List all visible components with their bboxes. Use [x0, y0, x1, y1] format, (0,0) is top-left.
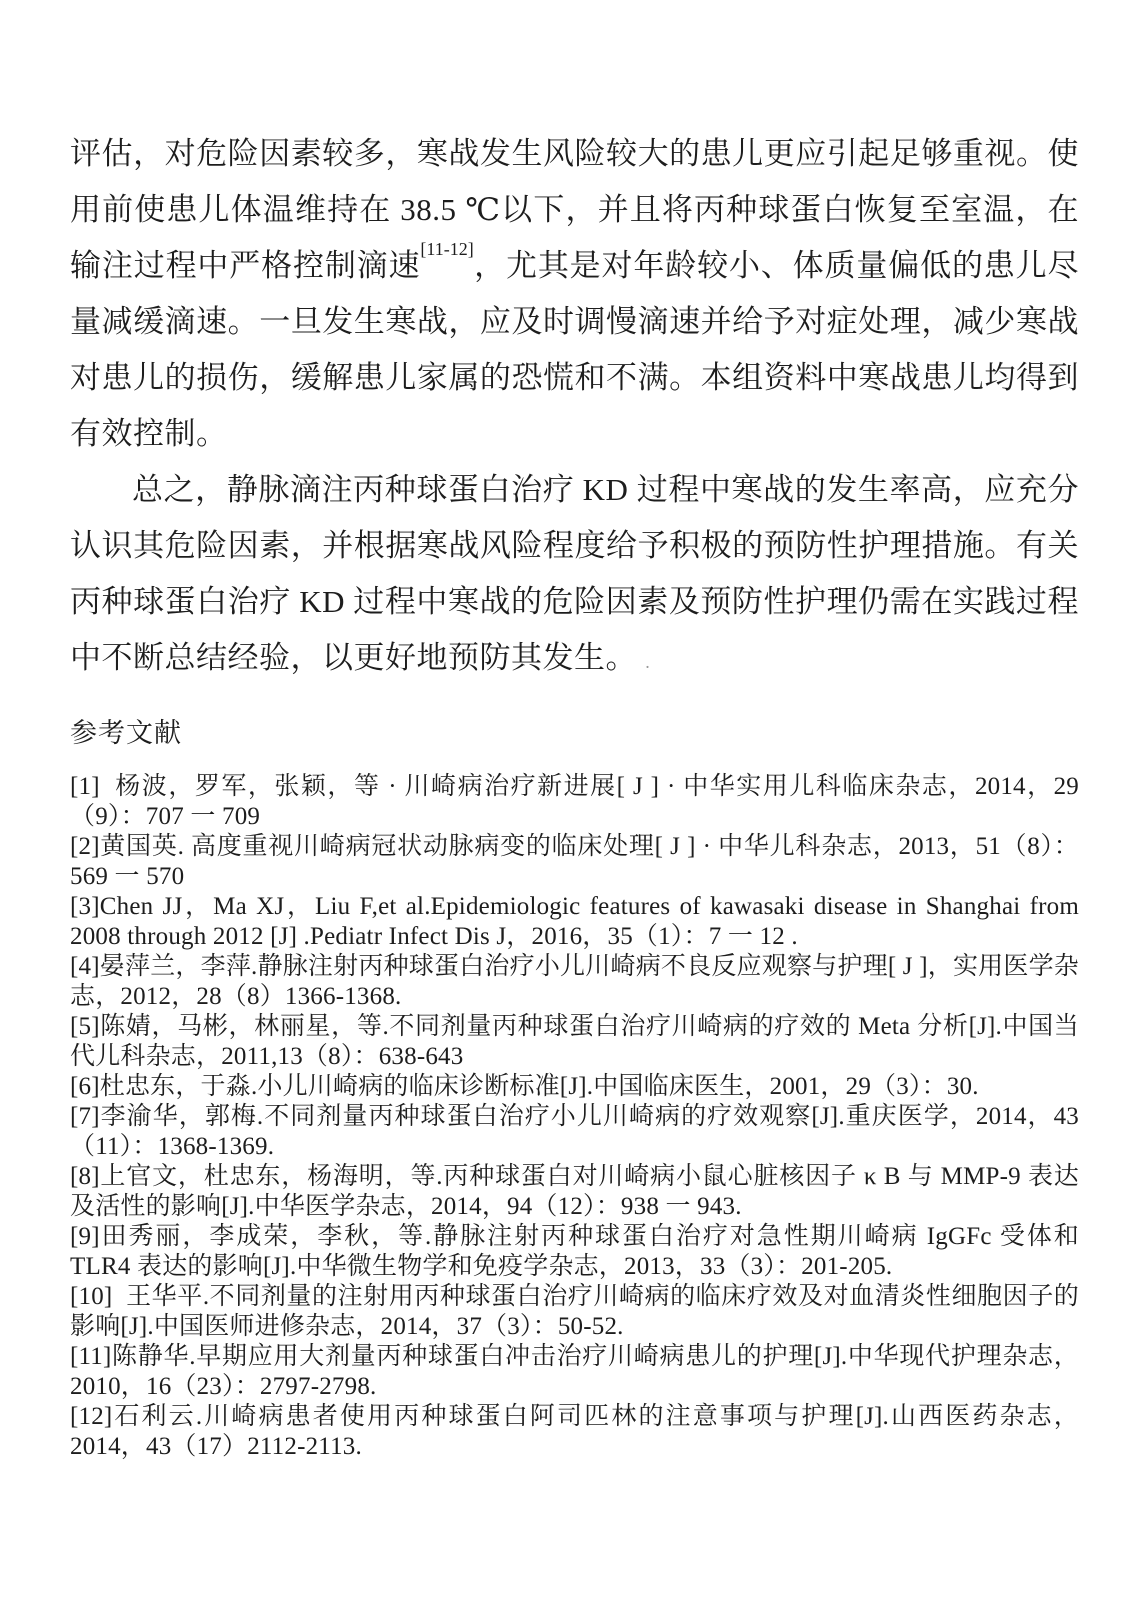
paragraph-prevention-post: ，尤其是对年龄较小、体质量偏低的患儿尽量减缓滴速。一旦发生寒战，应及时调慢滴速并给予对症处理，减少寒战对患儿的损伤，缓解患儿家属的恐慌和不满。本组资料中寒战患儿均得到有效控制。 [70, 248, 1080, 451]
paragraph-prevention-pre: 评估，对危险因素较多，寒战发生风险较大的患儿更应引起足够重视。使用前使患儿体温维持在 38.5 ℃以下，并且将丙种球蛋白恢复至室温，在输注过程中严格控制滴速 [70, 136, 1079, 283]
references-list [70, 772, 1086, 1462]
reference-item-5: [5]陈婧，马彬，林丽星，等.不同剂量丙种球蛋白治疗川崎病的疗效的 Meta 分析[J].中国当代儿科杂志，2011,13（8）：638-643 [70, 1013, 1079, 1070]
reference-item-8: [8]上官文，杜忠东，杨海明，等.丙种球蛋白对川崎病小鼠心脏核因子 κ B 与 MMP-9 表达及活性的影响[J].中华医学杂志，2014，94（12）：938 一 943. [70, 1163, 1079, 1220]
reference-item-6: [6]杜忠东，于淼.小儿川崎病的临床诊断标准[J].中国临床医生，2001，29（3）：30. [70, 1073, 979, 1100]
paragraph-conclusion-text: 总之，静脉滴注丙种球蛋白治疗 KD 过程中寒战的发生率高，应充分认识其危险因素，并根据寒战风险程度给予积极的预防性护理措施。有关丙种球蛋白治疗 KD 过程中寒战的危险因素及预防性护理仍需在实践过程中不断总结经验，以更好地预防其发生。 [70, 472, 1079, 675]
references-heading: 参考文献 [70, 718, 182, 748]
reference-item-1: [1] 杨波，罗军，张颖，等 · 川崎病治疗新进展[ J ] · 中华实用儿科临床杂志，2014，29（9）：707 一 709 [70, 773, 1079, 830]
reference-item-9: [9]田秀丽，李成荣，李秋，等.静脉注射丙种球蛋白治疗对急性期川崎病 IgGFc 受体和 TLR4 表达的影响[J].中华微生物学和免疫学杂志，2013，33（3）：201-205. [70, 1223, 1086, 1280]
reference-item-12: [12]石利云.川崎病患者使用丙种球蛋白阿司匹林的注意事项与护理[J].山西医药杂志，2014，43（17）2112-2113. [70, 1403, 1079, 1460]
paragraph-prevention [70, 126, 1079, 462]
reference-item-2: [2]黄国英. 高度重视川崎病冠状动脉病变的临床处理[ J ] · 中华儿科杂志，2013，51（8）：569 一 570 [70, 833, 1079, 890]
paragraph-conclusion [70, 462, 1079, 690]
scan-artifact-dot: . [645, 652, 650, 672]
reference-item-4: [4]晏萍兰，李萍.静脉注射丙种球蛋白治疗小儿川崎病不良反应观察与护理[ J ]，实用医学杂志，2012，28（8）1366-1368. [70, 953, 1079, 1010]
reference-item-10: [10] 王华平.不同剂量的注射用丙种球蛋白治疗川崎病的临床疗效及对血清炎性细胞因子的影响[J].中国医师进修杂志，2014，37（3）：50-52. [70, 1283, 1079, 1340]
citation-superscript: [11-12] [420, 238, 474, 259]
reference-item-3: [3]Chen JJ，Ma XJ，Liu F,et al.Epidemiologic features of kawasaki disease in Shanghai from 2008 through 2012 [J] .Pediatr Infect Dis J，2016，35（1）：7 一 12 . [70, 893, 1086, 950]
reference-item-11: [11]陈静华.早期应用大剂量丙种球蛋白冲击治疗川崎病患儿的护理[J].中华现代护理杂志，2010，16（23）：2797-2798. [70, 1343, 1079, 1400]
reference-item-7: [7]李渝华，郭梅.不同剂量丙种球蛋白治疗小儿川崎病的疗效观察[J].重庆医学，2014，43（11）：1368-1369. [70, 1103, 1079, 1160]
